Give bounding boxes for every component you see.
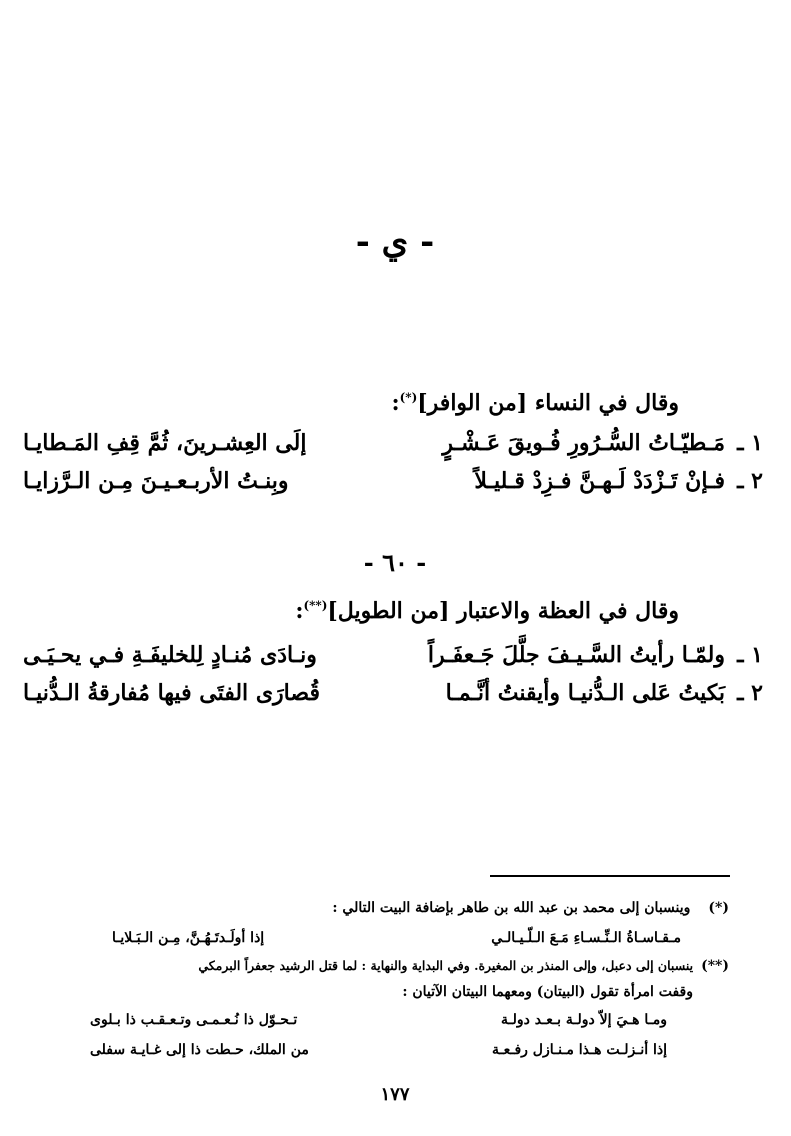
poem1-intro-colon: : — [391, 390, 400, 416]
verse-second-hemistich: إلَى العِشـرينَ، ثُمَّ قِفِ المَـطايـا — [23, 430, 307, 456]
footnote-1-verse-sadr: مـقـاسـاةُ الـنِّـسـاءِ مَـعَ الـلّـيـالـي — [491, 930, 681, 946]
poem2-verse — [23, 642, 763, 678]
verse-first-hemistich: ولمّـا رأيتُ السَّـيـفَ جلَّلَ جَـعفَـراً — [427, 642, 725, 668]
footnote-1-verse-ajuz: إذا أولَـدتَـهُـنَّ، مِـن الـبَـلايـا — [112, 930, 265, 946]
poem2-footnote-ref: (**) — [303, 598, 328, 613]
poem2-verse — [23, 680, 763, 716]
poem1-verse — [23, 468, 763, 504]
poem2-intro-text: وقال في العظة والاعتبار [من الطويل] — [327, 598, 679, 624]
footnote-2-verse-1-sadr: ومـا هـيَ إلاّ دولـة بـعـد دولـة — [501, 1012, 667, 1028]
poem1-footnote-ref: (*) — [399, 390, 418, 405]
poem1-verse — [23, 430, 763, 466]
footnote-2-line-2: وقفت امرأة تقول (البيتان) ومعهما البيتان الآتيان : — [402, 984, 693, 1000]
verse-first-hemistich: فـإنْ تَـزْدَدْ لَـهـنَّ فـزِدْ قـليـلاً — [474, 468, 725, 494]
footnote-2-line-1: ينسبان إلى دعبل، وإلى المنذر بن المغيرة. وفي البداية والنهاية : لما قتل الرشيد جعفراً البرمكي — [198, 958, 694, 973]
verse-first-hemistich: مَـطيّـاتُ السُّـرُورِ فُـويقَ عَـشْـرٍ — [442, 430, 725, 456]
verse-first-hemistich: بَكيتُ عَلى الـدُّنيـا وأيقنتُ أنَّـمـا — [445, 680, 725, 706]
poem1-intro-text: وقال في النساء [من الوافر] — [417, 390, 679, 416]
poem1-intro — [391, 390, 679, 416]
verse-second-hemistich: قُصارَى الفتَى فيها مُفارقةُ الـدُّنيـا — [23, 680, 320, 706]
verse-number: ١ ـ — [737, 642, 763, 668]
page-number: ١٧٧ — [380, 1084, 410, 1105]
footnote-2-verse-1-ajuz: تـحـوّل ذا نُـعـمـى وتـعـقـب ذا بـلوى — [90, 1012, 298, 1028]
footnote-1-mark: (*) — [708, 900, 729, 916]
footnote-2-verse-2-sadr: إذا أنـزلـت هـذا مـنـازل رفـعـة — [492, 1042, 667, 1058]
verse-second-hemistich: ونـادَى مُنـادٍ لِلخليفَـةِ فـي يحـيَـى — [23, 642, 317, 668]
footnote-1 — [332, 900, 729, 916]
section-heading-60: - ٦٠ - — [363, 548, 427, 577]
verse-number: ١ ـ — [737, 430, 763, 456]
footnote-2 — [198, 958, 729, 974]
poem2-intro-colon: : — [295, 598, 304, 624]
footnote-1-text: وينسبان إلى محمد بن عبد الله بن طاهر بإضافة البيت التالي : — [332, 900, 691, 916]
verse-number: ٢ ـ — [737, 468, 763, 494]
footnote-2-verse-2-ajuz: من الملك، حـطت ذا إلى غـايـة سفلى — [90, 1042, 309, 1058]
footnote-2-mark: (**) — [701, 958, 729, 974]
footnote-separator — [490, 875, 730, 877]
poem2-intro — [295, 598, 679, 624]
section-heading-ya: - ي - — [355, 222, 435, 262]
verse-number: ٢ ـ — [737, 680, 763, 706]
verse-second-hemistich: وبِنـتُ الأربـعـيـنَ مِـن الـرَّزايـا — [23, 468, 289, 494]
